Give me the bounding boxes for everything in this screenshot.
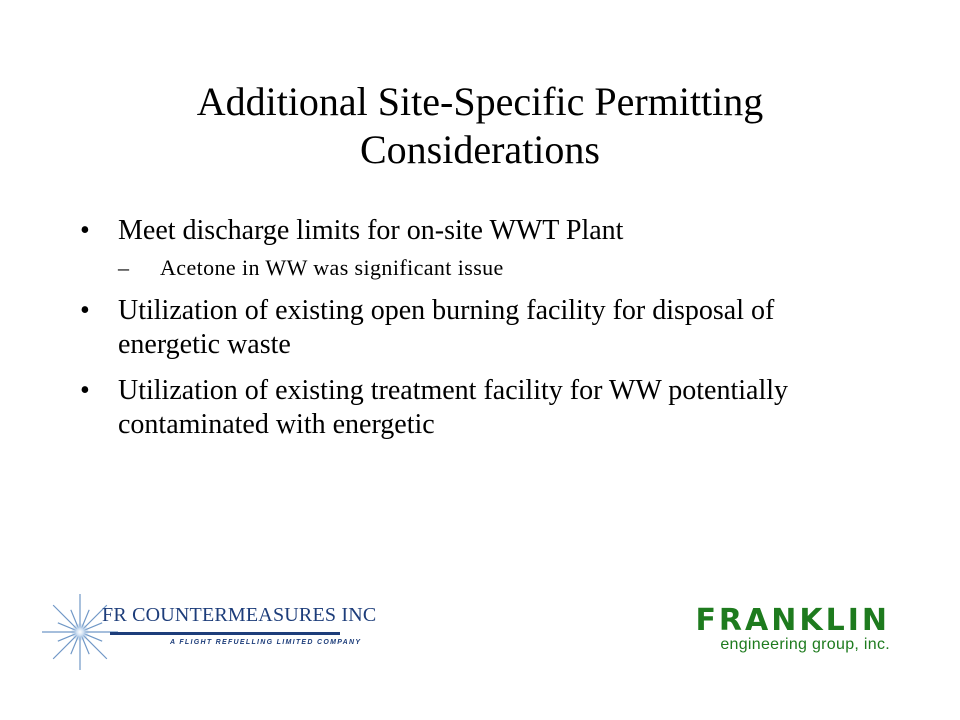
franklin-name: FRANKLIN [695,603,890,638]
bullet-marker: • [80,295,90,326]
fr-countermeasures-logo [40,592,377,672]
bullet-item [80,214,870,282]
bullet-item [80,294,870,362]
franklin-logo [660,604,890,664]
fr-countermeasures-name: FR COUNTERMEASURES INC [102,604,377,626]
bullet-text: Utilization of existing open burning facility for disposal of energetic waste [118,295,775,360]
bullet-list [80,214,870,454]
bullet-text: Utilization of existing treatment facility for WW potentially contaminated with energetic [118,375,789,440]
sub-bullet-text: Acetone in WW was significant issue [160,255,504,280]
fr-countermeasures-rule [110,632,340,635]
bullet-marker: • [80,215,90,246]
fr-countermeasures-tagline: A FLIGHT REFUELLING LIMITED COMPANY [170,639,362,646]
sub-bullet-item [118,254,870,282]
slide-title: Additional Site-Specific Permitting Considerations [196,79,764,172]
bullet-marker: • [80,375,90,406]
bullet-text: Meet discharge limits for on-site WWT Plant [118,215,624,246]
franklin-subtitle: engineering group, inc. [720,636,890,653]
bullet-item [80,374,870,442]
sub-bullet-marker: – [118,255,130,280]
sub-bullet-list [118,254,870,282]
